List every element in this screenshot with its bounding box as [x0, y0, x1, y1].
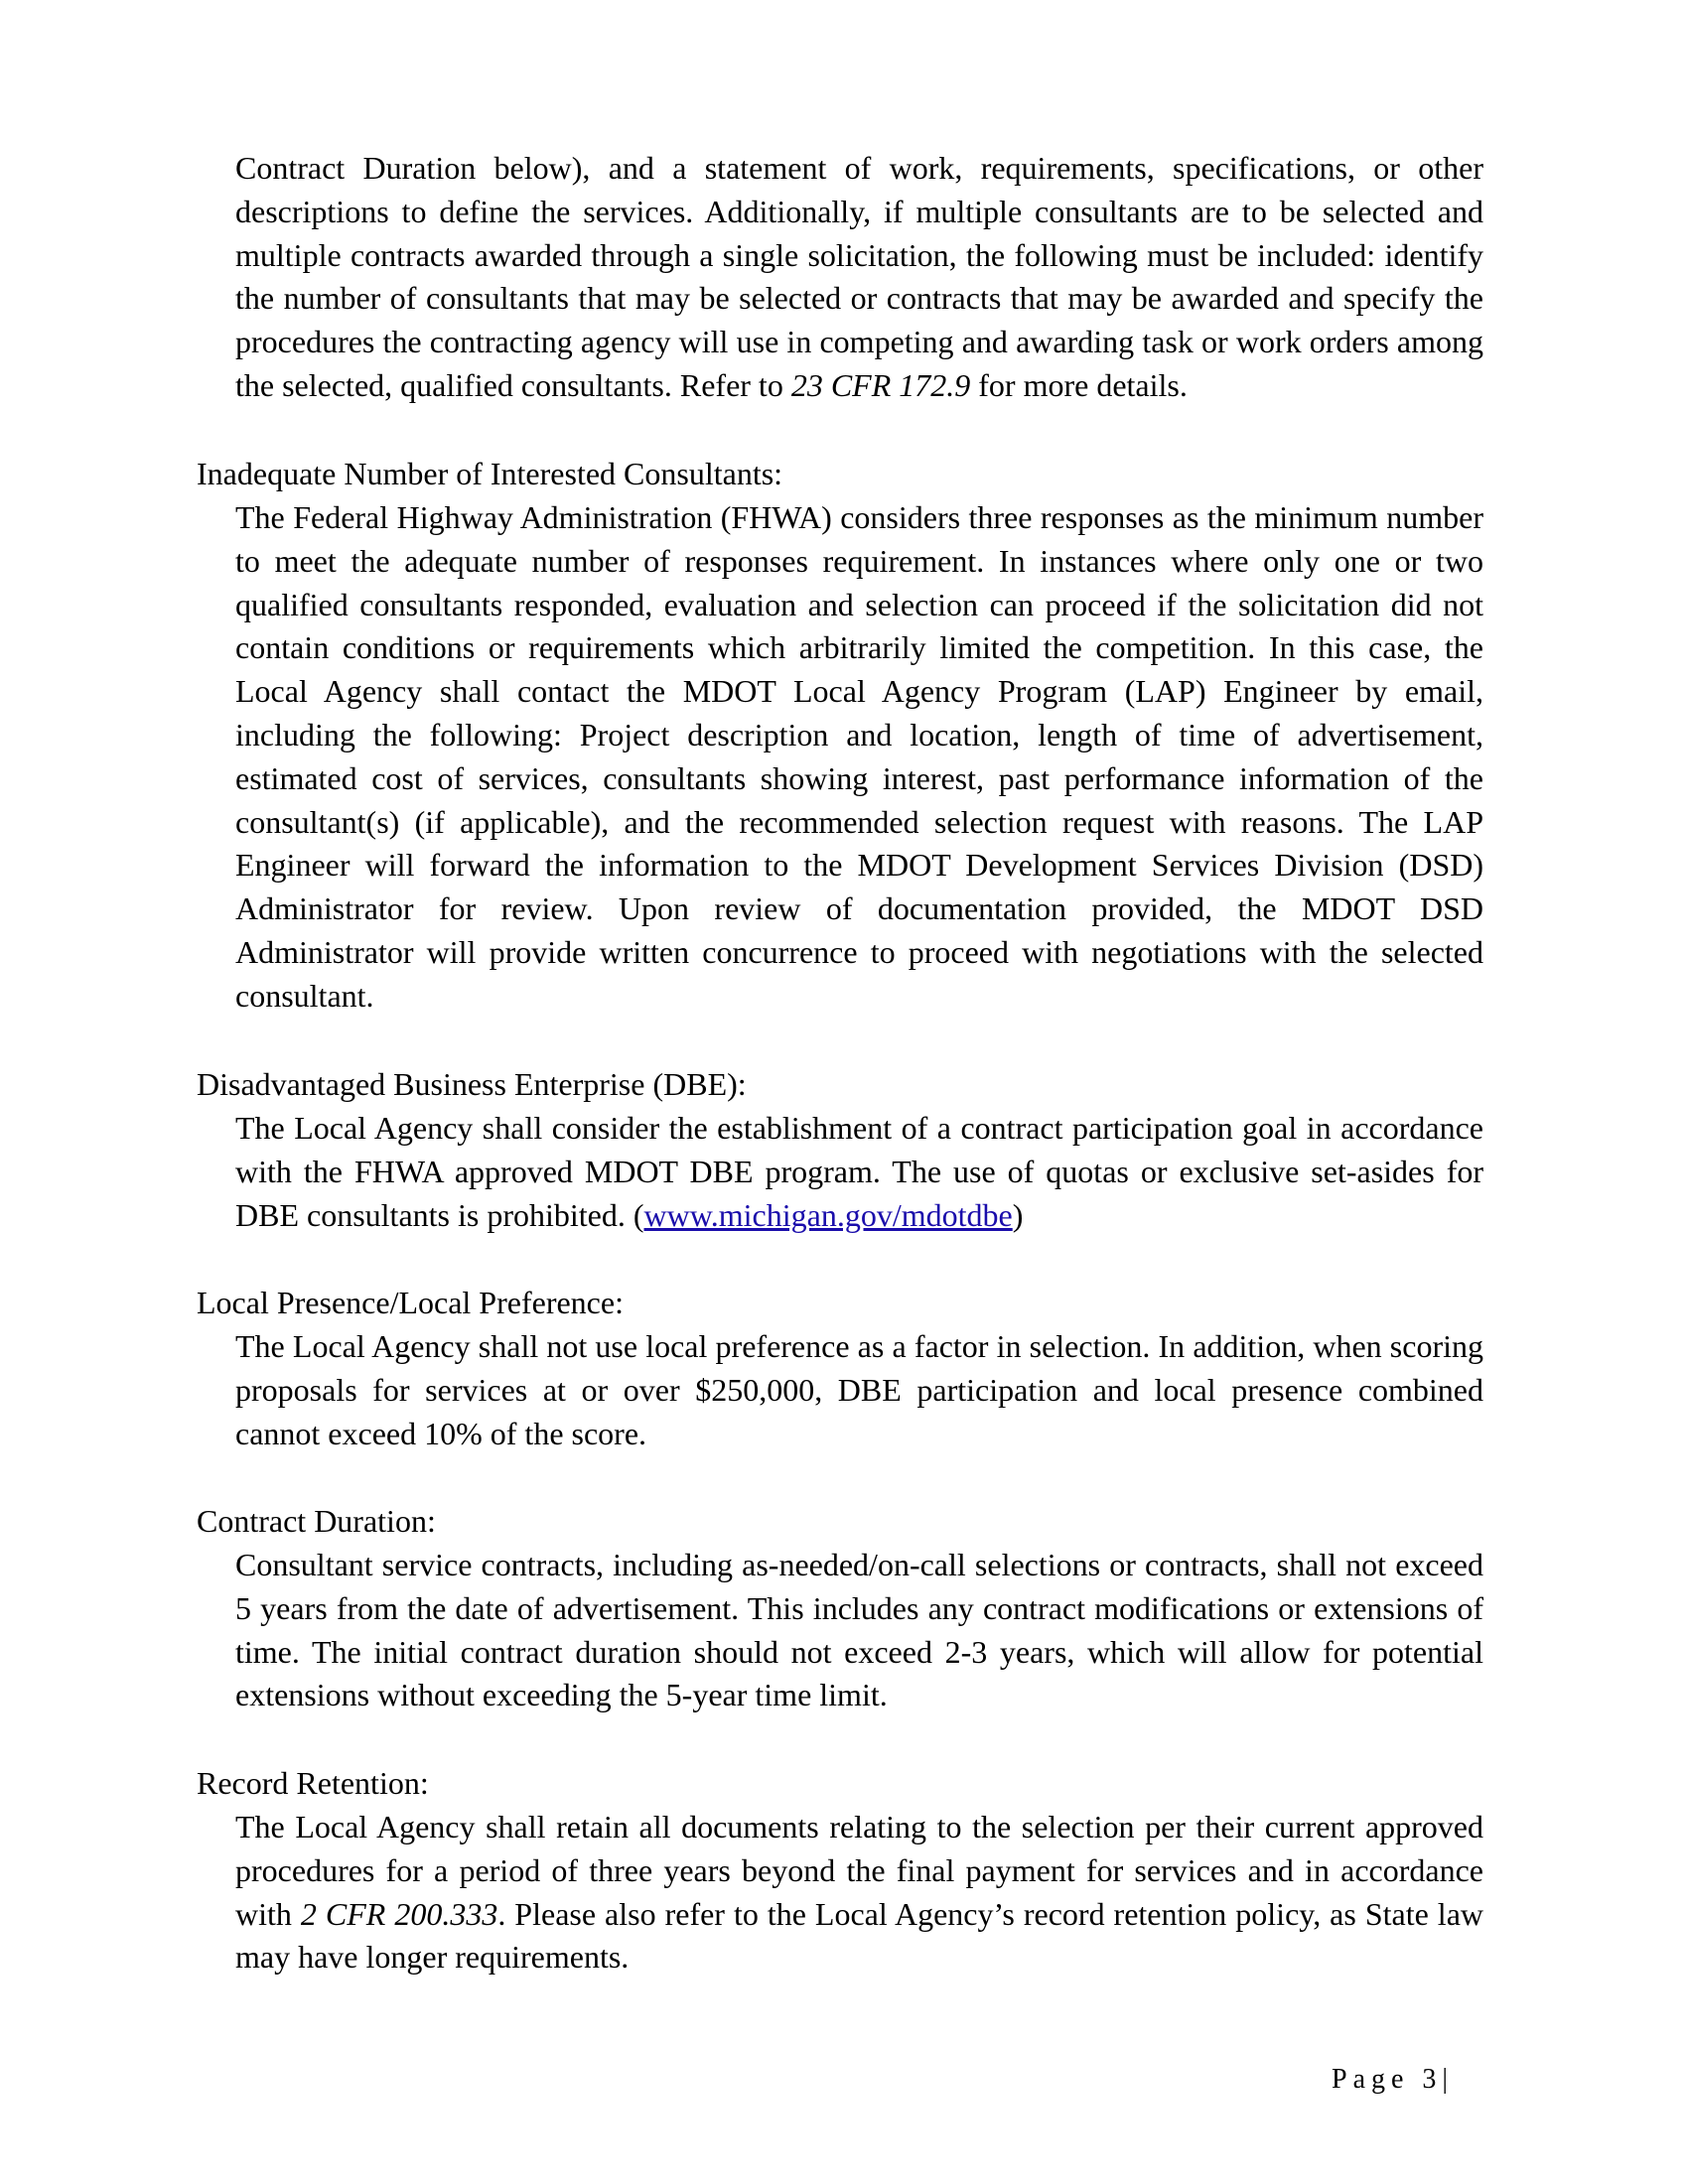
dbe-heading-text: Disadvantaged Business Enterprise (DBE):: [197, 1066, 747, 1102]
cfr-reference-record: 2 CFR 200.333: [300, 1895, 498, 1932]
page-number: Page 3|: [1332, 2064, 1455, 2095]
intro-text-part1: Contract Duration below), and a statement of work, requirements, specifications, or other descriptions to define the services. Additionally, if multiple consultants are to be selected and multiple contracts awarded through a single solicitation, the following must be included: identify the number of consultants that may be selected or contracts that may be awarded and specify the procedures the contracting agency will use in competing and awarding task or work orders among the selected, qualified consultants. Refer to: [235, 150, 1483, 403]
section-heading-record-retention: Record Retention:: [197, 1765, 429, 1801]
section-heading-dbe: [197, 1063, 747, 1107]
section-body-inadequate: The Federal Highway Administration (FHWA) considers three responses as the minimum number to meet the adequate number of responses requirement. In instances where only one or two qualified consultants responded, evaluation and selection can proceed if the solicitation did not contain conditions or requirements which arbitrarily limited the competition. In this case, the Local Agency shall contact the MDOT Local Agency Program (LAP) Engineer by email, including the following: Project description and location, length of time of advertisement, estimated cost of services, consultants showing interest, past performance information of the consultant(s) (if applicable), and the recommended selection request with reasons. The LAP Engineer will forward the information to the MDOT Development Services Division (DSD) Administrator for review. Upon review of documentation provided, the MDOT DSD Administrator will provide written concurrence to proceed with negotiations with the selected consultant.: [235, 499, 1483, 1014]
cfr-reference: 23 CFR 172.9: [790, 366, 971, 403]
dbe-text-part2: ): [1012, 1196, 1024, 1233]
section-body-dbe: [235, 1107, 1483, 1237]
dbe-text-part1: The Local Agency shall consider the establishment of a contract participation goal in accordance with the FHWA approved MDOT DBE program. The use of quotas or exclusive set-asides for DBE consultants is prohibited. (: [235, 1110, 1483, 1233]
section-body-record-retention: [235, 1806, 1483, 1979]
intro-text-part2: for more details.: [970, 366, 1188, 403]
section-heading-local-presence: Local Presence/Local Preference:: [197, 1285, 624, 1320]
section-body-local-presence: The Local Agency shall not use local preference as a factor in selection. In addition, when scoring proposals for services at or over $250,000, DBE participation and local presence combined cannot exceed 10% of the score.: [235, 1328, 1483, 1451]
record-text-part1: The Local Agency shall retain all documents relating to the selection per their current approved procedures for a period of three years beyond the final payment for services and in accordance with: [235, 1809, 1483, 1932]
section-heading-contract-duration: Contract Duration:: [197, 1503, 436, 1539]
intro-paragraph: [235, 147, 1483, 408]
section-body-contract-duration: Consultant service contracts, including as-needed/on-call selections or contracts, shall not exceed 5 years from the date of advertisement. This includes any contract modifications or extensions of time. The initial contract duration should not exceed 2-3 years, which will allow for potential extensions without exceeding the 5-year time limit.: [235, 1547, 1483, 1713]
section-heading-inadequate: Inadequate Number of Interested Consultants:: [197, 456, 783, 491]
record-text-part2: . Please also refer to the Local Agency’s record retention policy, as State law may have longer requirements.: [235, 1895, 1484, 1976]
dbe-link[interactable]: www.michigan.gov/mdotdbe: [643, 1196, 1013, 1233]
